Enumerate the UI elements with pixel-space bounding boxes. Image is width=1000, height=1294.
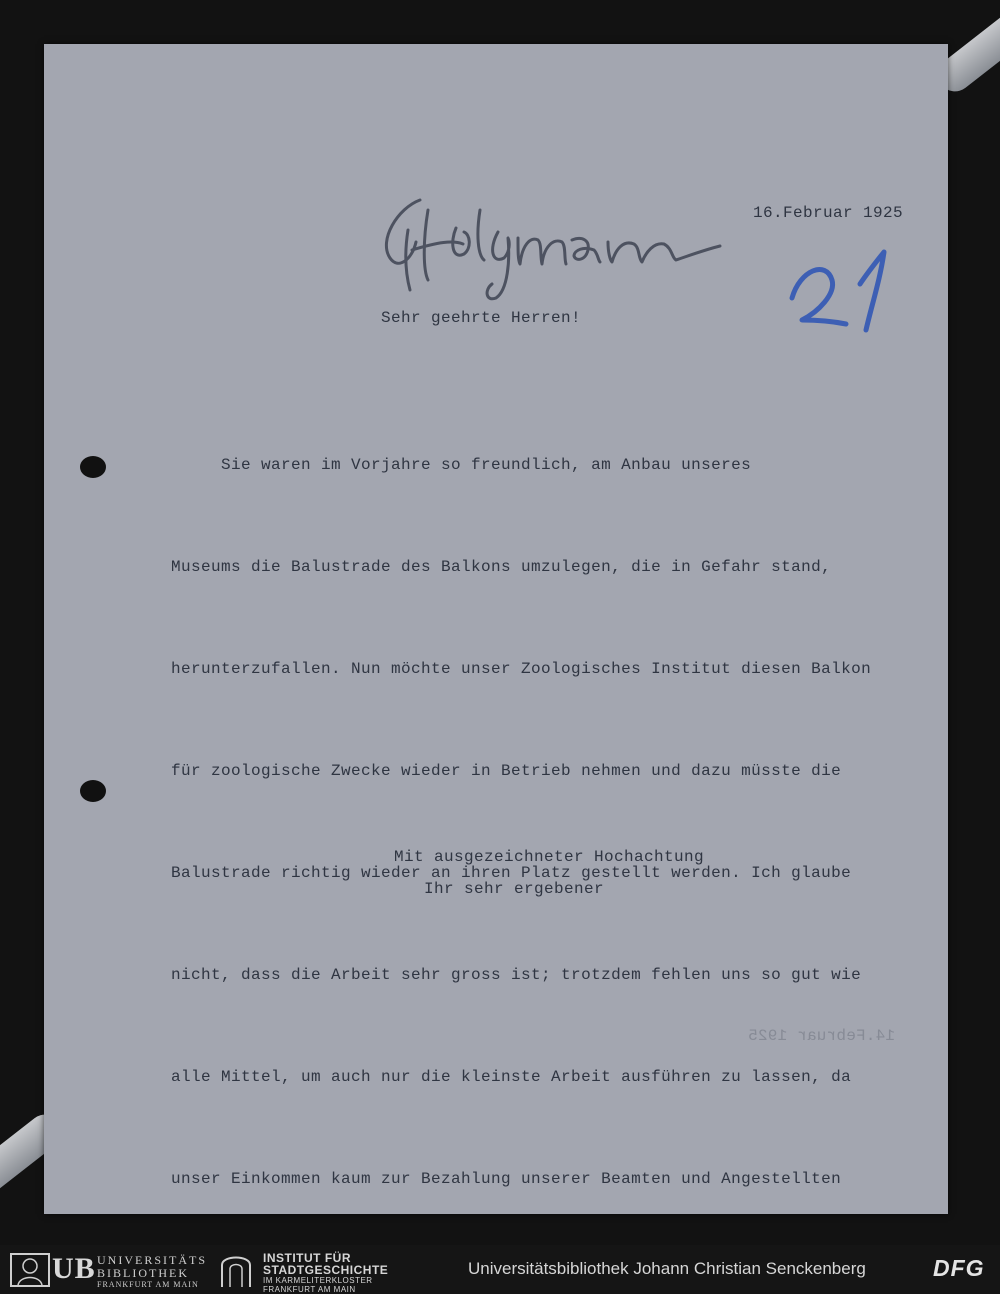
body-line: Museums die Balustrade des Balkons umzulegen, die in Gefahr stand,	[171, 558, 832, 576]
ub-logo-letters: UB	[52, 1252, 96, 1285]
letter-page	[44, 44, 948, 1214]
handwritten-signature	[368, 180, 728, 310]
body-line: Balustrade richtig wieder an ihren Platz gestellt werden. Ich glaube	[171, 864, 852, 882]
isg-emblem-icon	[216, 1251, 256, 1289]
show-through-stamp-text: 14.Februar 1925	[748, 1027, 896, 1045]
body-line: herunterzufallen. Nun möchte unser Zoologisches Institut diesen Balkon	[171, 660, 872, 678]
library-name: Universitätsbibliothek Johann Christian Senckenberg	[468, 1259, 866, 1278]
body-line: alle Mittel, um auch nur die kleinste Arbeit ausführen zu lassen, da	[171, 1068, 852, 1086]
isg-line3: IM KARMELITERKLOSTER	[263, 1276, 373, 1285]
isg-line1: INSTITUT FÜR	[263, 1251, 351, 1265]
body-line: nicht, dass die Arbeit sehr gross ist; trotzdem fehlen uns so gut wie	[171, 966, 862, 984]
dfg-logo: DFG	[933, 1255, 985, 1281]
isg-line4: FRANKFURT AM MAIN	[263, 1285, 356, 1294]
show-through-stamp	[748, 1019, 895, 1053]
isg-line2: STADTGESCHICHTE	[263, 1263, 389, 1277]
blue-pencil-folio-number	[774, 240, 904, 340]
letter-date: 16.Februar 1925	[753, 204, 904, 222]
body-line: für zoologische Zwecke wieder in Betrieb nehmen und dazu müsste die	[171, 762, 842, 780]
punch-hole-bottom	[80, 780, 106, 802]
punch-hole-top	[80, 456, 106, 478]
salutation: Sehr geehrte Herren!	[381, 309, 582, 327]
ub-emblem-icon	[10, 1253, 50, 1287]
ub-line3: FRANKFURT AM MAIN	[97, 1280, 199, 1289]
closing-signoff: Ihr sehr ergebener	[424, 880, 605, 898]
ub-line2: BIBLIOTHEK	[97, 1266, 189, 1280]
letter-body	[171, 380, 871, 1245]
body-line: Sie waren im Vorjahre so freundlich, am Anbau unseres	[171, 456, 752, 474]
closing-phrase: Mit ausgezeichneter Hochachtung	[394, 848, 705, 866]
ub-line1: UNIVERSITÄTS	[97, 1253, 207, 1267]
body-line: unser Einkommen kaum zur Bezahlung unserer Beamten und Angestellten	[171, 1170, 842, 1188]
footer-bar	[0, 1245, 1000, 1294]
